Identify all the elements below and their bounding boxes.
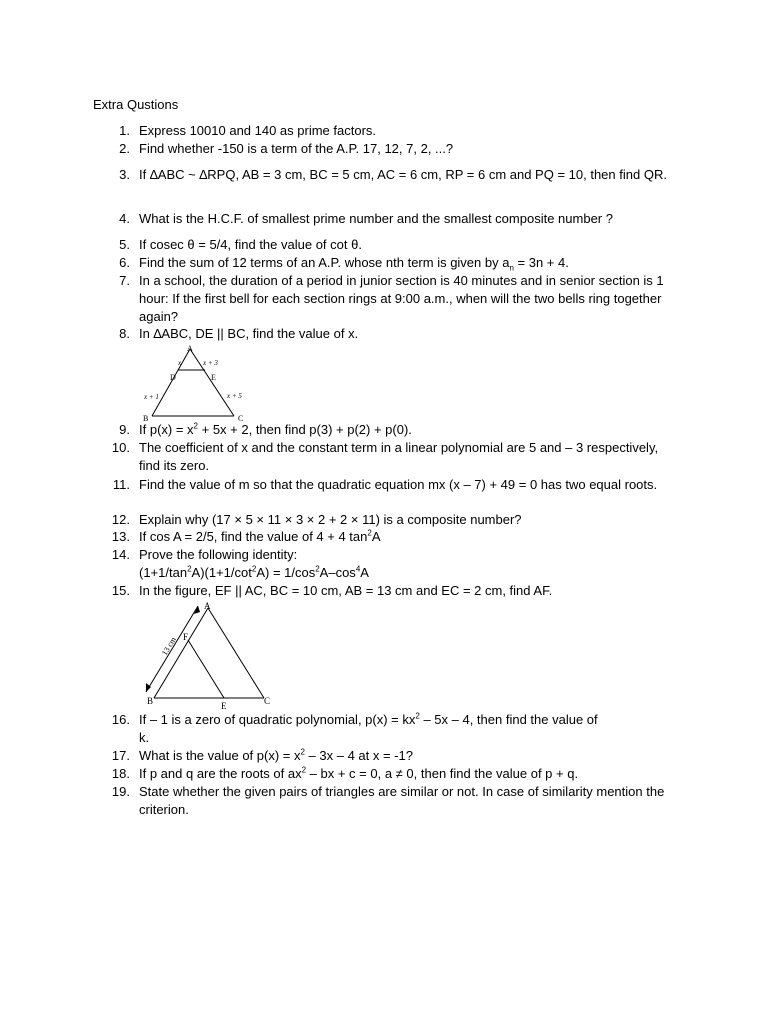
side-ac <box>208 608 264 698</box>
label-x-plus-3: x + 3 <box>203 359 218 367</box>
label-13-cm: 13 cm <box>159 635 178 658</box>
triangle-figure-2 <box>138 600 278 712</box>
vertex-label-e: E <box>211 373 216 382</box>
vertex-label-a: A <box>187 344 193 353</box>
vertex-label-b: B <box>143 414 149 423</box>
segment-ef <box>188 640 224 698</box>
vertex-label-f: F <box>183 632 189 642</box>
triangle-figure-1 <box>138 343 258 423</box>
vertex-label-c: C <box>264 696 271 706</box>
vertex-label-d: D <box>170 373 176 382</box>
vertex-label-b: B <box>147 696 154 706</box>
page-title: Extra Qustions <box>93 97 179 112</box>
vertex-label-e: E <box>221 701 227 711</box>
label-x-plus-5: x + 5 <box>227 392 242 400</box>
side-ab <box>152 349 190 416</box>
label-x-plus-1: x + 1 <box>144 393 159 401</box>
vertex-label-c: C <box>238 414 244 423</box>
label-x: x <box>178 359 182 367</box>
vertex-label-a: A <box>204 601 211 611</box>
